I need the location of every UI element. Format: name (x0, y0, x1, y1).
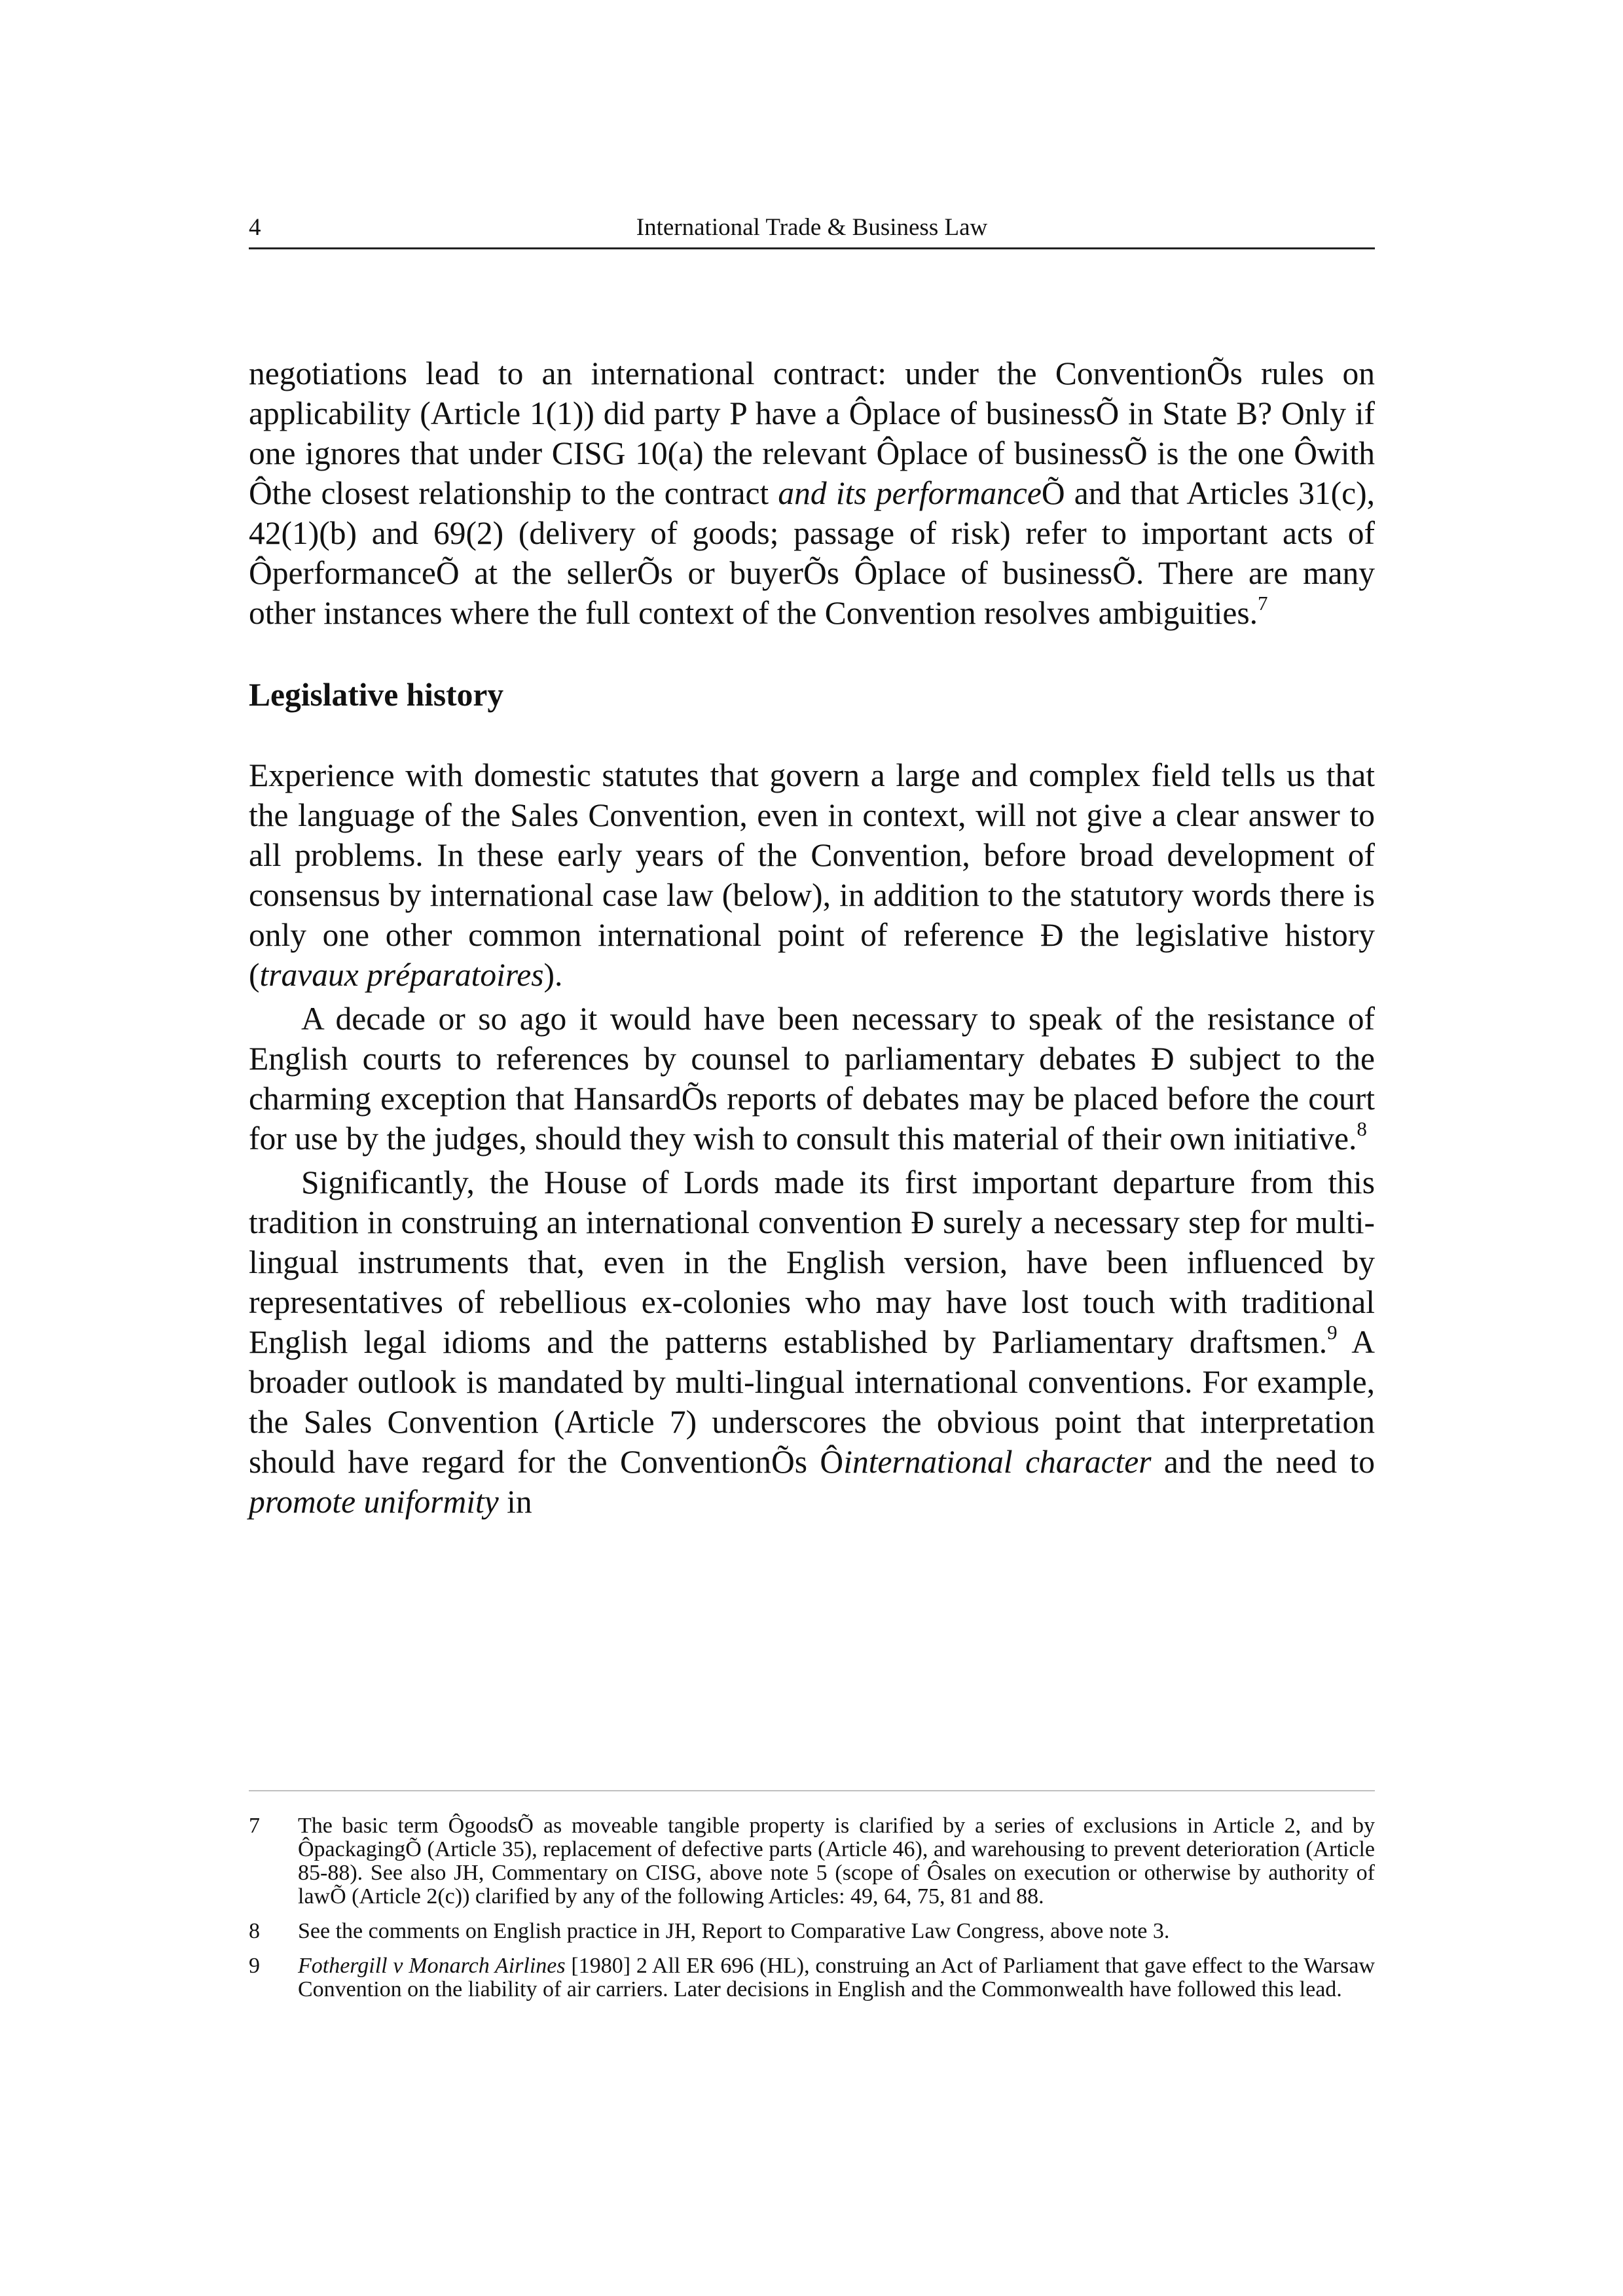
footnote-7 (249, 1814, 1375, 1909)
running-header (249, 208, 1375, 249)
footnote-ref-9[interactable]: 9 (1327, 1320, 1338, 1344)
paragraph-4-italic-2: promote uniformity (249, 1484, 499, 1520)
footnote-ref-7[interactable]: 7 (1257, 591, 1268, 615)
footnote-divider (249, 1790, 1375, 1791)
main-text (249, 353, 1375, 1522)
page-number: 4 (249, 214, 261, 241)
footnote-number: 9 (249, 1954, 260, 1978)
paragraph-3-text: A decade or so ago it would have been necessary to speak of the resistance of English courts to references by counsel to parliamentary debates Ð subject to the charming exception that HansardÕs reports of debates may be placed before the court for use by the judges, should they wish to consult this material of their own initiative. (249, 1001, 1375, 1157)
paragraph-1-italic: and its performance (778, 475, 1042, 511)
footnote-text-wrap (298, 1954, 1375, 2001)
footnote-text: The basic term ÔgoodsÕ as moveable tangible property is clarified by a series of exclusions in Article 2, and by ÔpackagingÕ (Article 35), replacement of defective parts (Article 46), and warehousing to prevent deterioration (Article 85-88). See also JH, Commentary on CISG, above note 5 (scope of Ôsales on execution or otherwise by authority of lawÕ (Article 2(c)) clarified by any of the following Articles: 49, 64, 75, 81 and 88. (298, 1814, 1375, 1909)
document-page (249, 0, 1375, 2296)
case-name: Fothergill v Monarch Airlines (298, 1954, 566, 1978)
paragraph-3 (249, 999, 1375, 1158)
paragraph-2 (249, 755, 1375, 995)
footnote-number: 7 (249, 1814, 260, 1838)
paragraph-4-text-c: and the need to (1151, 1444, 1375, 1480)
footnote-text: [1980] 2 All ER 696 (HL), construing an Act of Parliament that gave effect to the Warsaw Convention on the liability of air carriers. Later decisions in English and the Commonwealth have followed this lead. (298, 1954, 1375, 2001)
footnote-9 (249, 1954, 1375, 2001)
footnotes (249, 1814, 1375, 2013)
paragraph-1 (249, 353, 1375, 633)
paragraph-1-text: negotiations lead to an international contract: under the ConventionÕs rules on applicability (Article 1(1)) did party P have a Ôplace of businessÕ in State B? Only if one ignores that under CISG 10(a) the relevant Ôplace of businessÕ is the one Ôwith Ôthe closest relationship to the contract (249, 355, 1375, 511)
paragraph-2-tail: ). (543, 957, 563, 993)
paragraph-4-text: Significantly, the House of Lords made its first important departure from this tradition in construing an international convention Ð surely a necessary step for multi-lingual instruments that, even in the English version, have been influenced by representatives of rebellious ex-colonies who may have lost touch with traditional English legal idioms and the patterns established by Parliamentary draftsmen. (249, 1164, 1375, 1360)
paragraph-2-text: Experience with domestic statutes that govern a large and complex field tells us that the language of the Sales Convention, even in context, will not give a clear answer to all problems. In these early years of the Convention, before broad development of consensus by international case law (below), in addition to the statutory words there is only one other common international point of reference Ð the legislative history ( (249, 757, 1375, 993)
footnote-number: 8 (249, 1919, 260, 1943)
running-title: International Trade & Business Law (636, 214, 988, 241)
paragraph-2-italic: travaux préparatoires (259, 957, 544, 993)
paragraph-4 (249, 1162, 1375, 1522)
footnote-text: See the comments on English practice in JH, Report to Comparative Law Congress, above note 3. (298, 1919, 1170, 1943)
paragraph-1-tail: Õ and that Articles 31(c), 42(1)(b) and 69(2) (delivery of goods; passage of risk) refer to important acts of ÔperformanceÕ at the sellerÕs or buyerÕs Ôplace of businessÕ. There are many other instances where the full context of the Convention resolves ambiguities. (249, 475, 1375, 631)
footnote-8 (249, 1920, 1375, 1943)
section-heading: Legislative history (249, 677, 504, 713)
footnote-ref-8[interactable]: 8 (1357, 1117, 1367, 1140)
paragraph-4-italic-1: international character (843, 1444, 1152, 1480)
paragraph-4-text-d: in (498, 1484, 532, 1520)
paragraph-4-text-b: A broader outlook is mandated by multi-lingual international conventions. For example, the Sales Convention (Article 7) underscores the obvious point that interpretation should have regard for the ConventionÕs Ô (249, 1324, 1375, 1480)
